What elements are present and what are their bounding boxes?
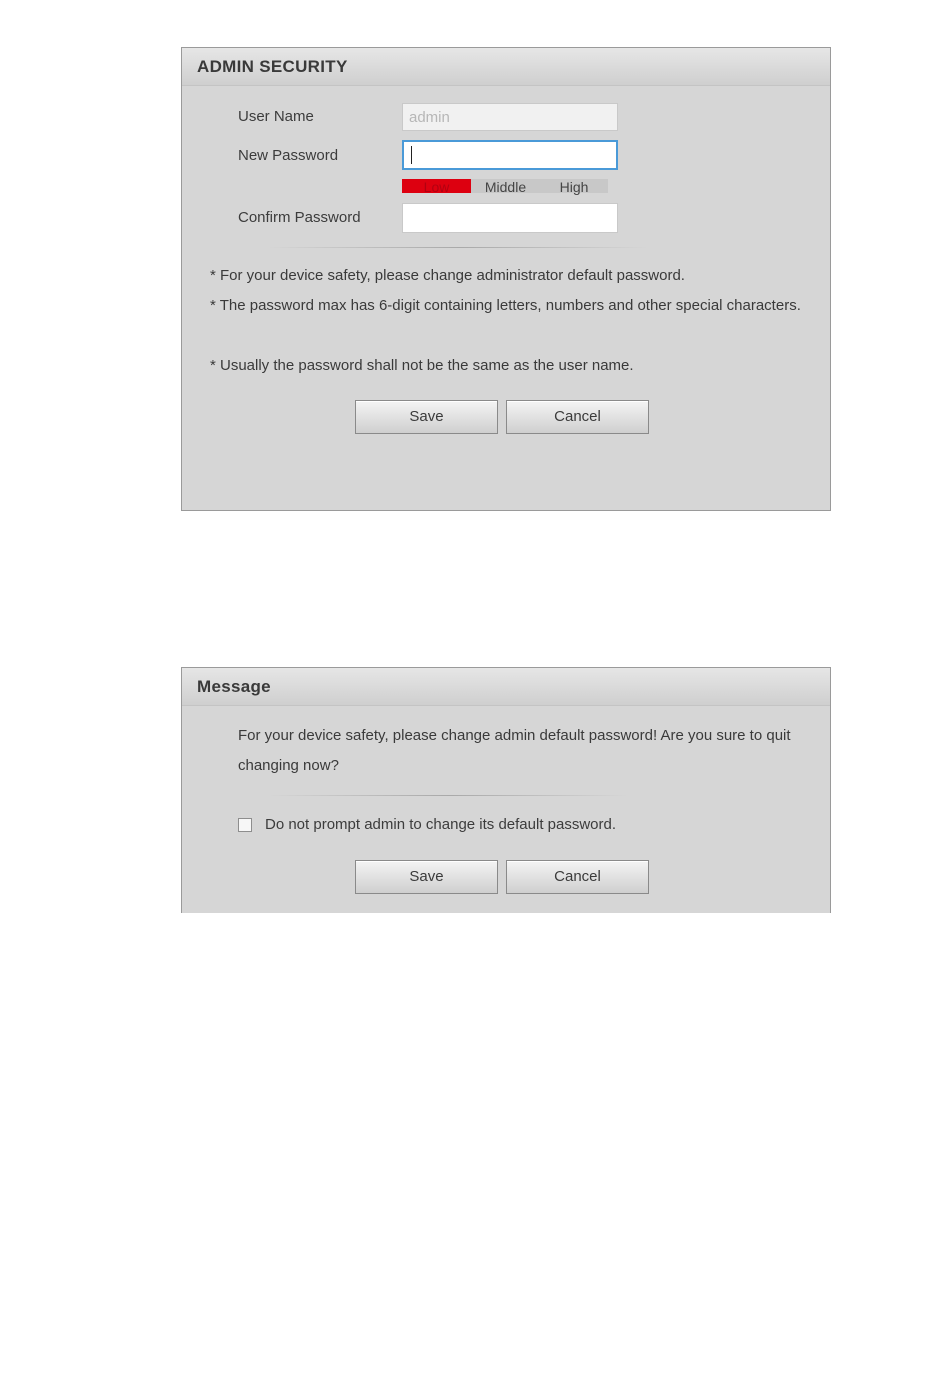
do-not-prompt-checkbox[interactable] xyxy=(238,818,252,832)
username-rule-note: * Usually the password shall not be the same as the user name. xyxy=(210,357,634,374)
strength-low: Low xyxy=(402,179,471,193)
admin-security-title: ADMIN SECURITY xyxy=(182,48,830,86)
divider xyxy=(268,247,648,248)
message-title: Message xyxy=(182,668,830,706)
user-name-field xyxy=(402,103,618,131)
confirm-password-field[interactable] xyxy=(402,203,618,233)
message-dialog xyxy=(181,667,831,913)
cancel-button[interactable]: Cancel xyxy=(506,860,649,894)
cancel-button[interactable]: Cancel xyxy=(506,400,649,434)
admin-security-dialog xyxy=(181,47,831,511)
safety-note: * For your device safety, please change administrator default password. xyxy=(210,267,685,284)
save-button[interactable]: Save xyxy=(355,860,498,894)
new-password-field[interactable] xyxy=(402,140,618,170)
do-not-prompt-label[interactable]: Do not prompt admin to change its default password. xyxy=(265,816,617,833)
message-text: For your device safety, please change admin default password! Are you sure to quit changing now? xyxy=(238,727,791,774)
password-strength-meter xyxy=(402,179,608,193)
divider xyxy=(268,795,628,796)
text-cursor xyxy=(411,146,412,164)
strength-middle: Middle xyxy=(484,179,527,195)
save-button[interactable]: Save xyxy=(355,400,498,434)
confirm-password-label: Confirm Password xyxy=(238,209,361,226)
password-rule-note: * The password max has 6-digit containing letters, numbers and other special characters. xyxy=(210,297,801,314)
strength-high: High xyxy=(559,179,589,195)
user-name-label: User Name xyxy=(238,108,314,125)
new-password-label: New Password xyxy=(238,147,339,164)
